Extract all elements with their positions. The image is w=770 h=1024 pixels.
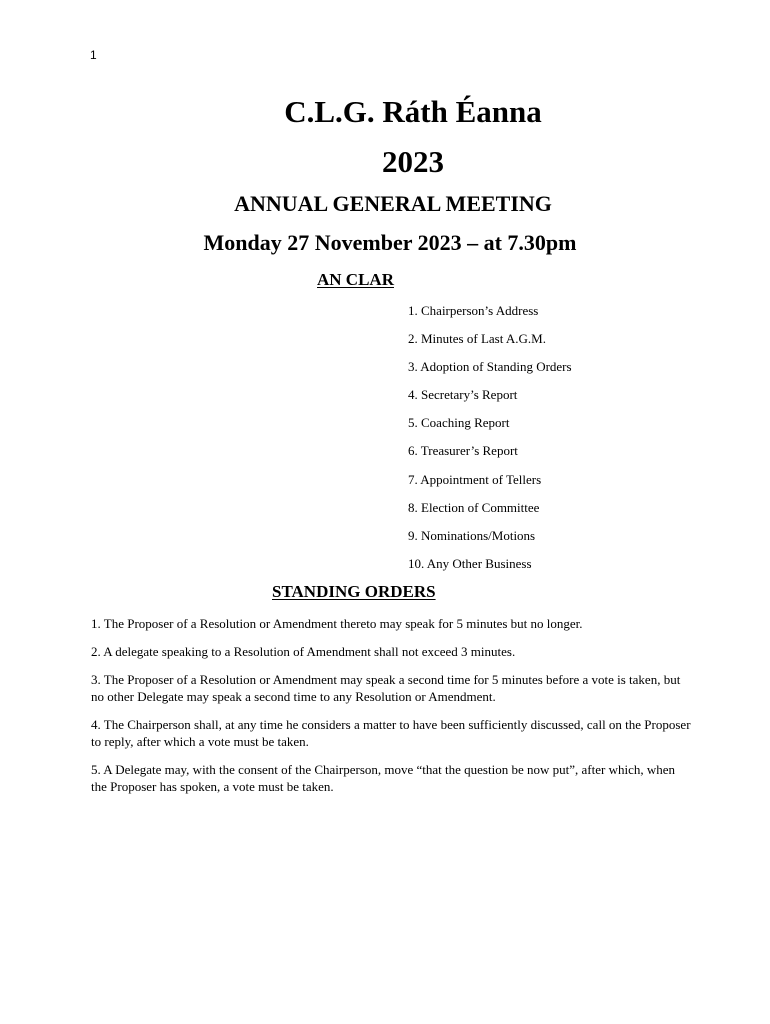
meeting-title: ANNUAL GENERAL MEETING [234, 191, 552, 216]
year-title: 2023 [382, 144, 444, 179]
agenda-list [408, 302, 572, 583]
agenda-item: 7. Appointment of Tellers [408, 471, 542, 487]
standing-order: 4. The Chairperson shall, at any time he considers a matter to have been sufficiently discussed, call on the Proposer to reply, after which a vote must be taken. [91, 717, 691, 749]
agenda-item: 8. Election of Committee [408, 499, 540, 515]
agenda-item: 5. Coaching Report [408, 415, 510, 431]
agenda-item: 10. Any Other Business [408, 555, 532, 571]
page-number: 1 [90, 48, 97, 62]
agenda-heading: AN CLAR [317, 270, 394, 289]
club-name-title: C.L.G. Ráth Éanna [284, 94, 542, 129]
meeting-date: Monday 27 November 2023 – at 7.30pm [203, 230, 577, 255]
standing-order: 2. A delegate speaking to a Resolution of Amendment shall not exceed 3 minutes. [91, 644, 516, 659]
agenda-item: 3. Adoption of Standing Orders [408, 359, 572, 375]
standing-order: 3. The Proposer of a Resolution or Amendment may speak a second time for 5 minutes before a vote is taken, but no other Delegate may speak a second time to any Resolution or Amendment. [91, 672, 681, 704]
agenda-item: 9. Nominations/Motions [408, 527, 536, 543]
agenda-item: 6. Treasurer’s Report [408, 443, 518, 459]
standing-order: 5. A Delegate may, with the consent of the Chairperson, move “that the question be now put”, after which, when the Proposer has spoken, a vote must be taken. [91, 762, 675, 794]
agenda-item: 4. Secretary’s Report [408, 387, 518, 403]
standing-orders-list [91, 615, 691, 806]
standing-order: 1. The Proposer of a Resolution or Amendment thereto may speak for 5 minutes but no longer. [91, 616, 583, 631]
agenda-item: 1. Chairperson’s Address [408, 303, 539, 318]
standing-orders-heading: STANDING ORDERS [272, 582, 436, 601]
agenda-item: 2. Minutes of Last A.G.M. [408, 331, 546, 347]
